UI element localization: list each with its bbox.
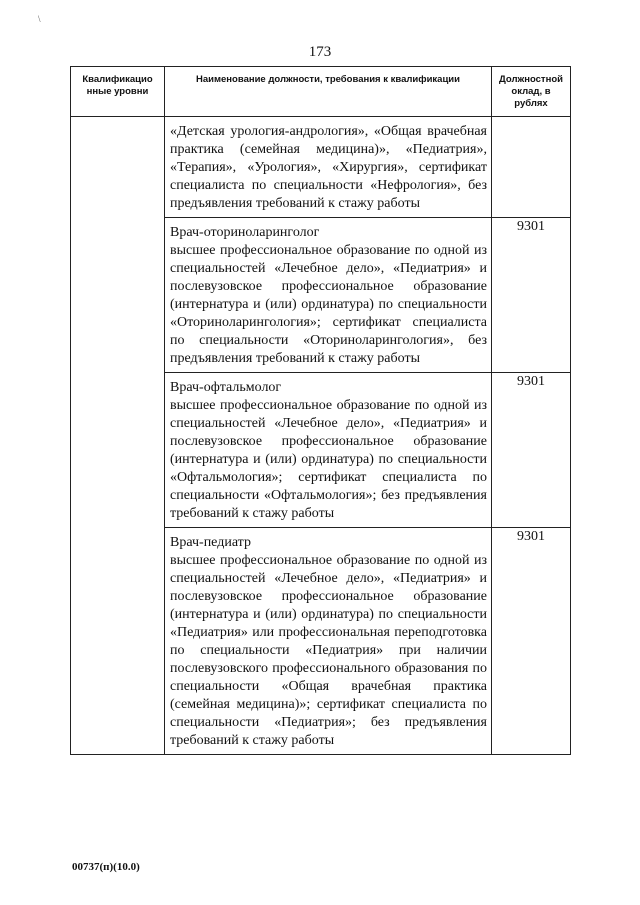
position-cell [165,373,492,528]
page-number: 173 [308,44,332,60]
header-level: Квалификацио нные уровни [71,67,165,117]
position-requirements: «Детская урология-андрология», «Общая врачебная практика (семейная медицина)», «Педиатрия», «Терапия», «Урология», «Хирургия», сертификат специалиста по специальности «Нефрология», без предъявления требований к стажу работы [170,124,487,211]
position-title: Врач-педиатр [170,535,251,550]
salary-cell: 9301 [492,528,571,755]
document-code: 00737(п)(10.0) [72,861,140,873]
header-salary: Должностной оклад, в рублях [492,67,571,117]
position-requirements: высшее профессиональное образование по одной из специальностей «Лечебное дело», «Педиатрия» и послевузовское профессиональное образование (интернатура и (или) ординатура) по специальности «Педиатрия» или профессиональная переподготовка по специальности «Педиатрия» при наличии послевузовского профессионального образования по специальности «Общая врачебная практика (семейная медицина)»; сертификат специалиста по специальности «Педиатрия»; без предъявления требований к стажу работы [170,553,487,748]
level-cell [71,117,165,755]
position-cell [165,218,492,373]
table-row [71,117,571,218]
position-cell [165,117,492,218]
position-cell [165,528,492,755]
salary-cell: 9301 [492,218,571,373]
salary-cell: 9301 [492,373,571,528]
header-position: Наименование должности, требования к квалификации [165,67,492,117]
position-title: Врач-офтальмолог [170,380,282,395]
table-header-row [71,67,571,117]
qualification-table [70,66,571,755]
position-requirements: высшее профессиональное образование по одной из специальностей «Лечебное дело», «Педиатрия» и послевузовское профессиональное образование (интернатура и (или) ординатура) по специальности «Оториноларингология»; сертификат специалиста по специальности «Оториноларингология», без предъявления требований к стажу работы [170,243,487,366]
position-title: Врач-оториноларинголог [170,225,320,240]
position-requirements: высшее профессиональное образование по одной из специальностей «Лечебное дело», «Педиатрия» и послевузовское профессиональное образование (интернатура и (или) ординатура) по специальности «Офтальмология»; сертификат специалиста по специальности «Офтальмология»; без предъявления требований к стажу работы [170,398,487,521]
salary-cell [492,117,571,218]
corner-mark: \ [38,14,41,24]
